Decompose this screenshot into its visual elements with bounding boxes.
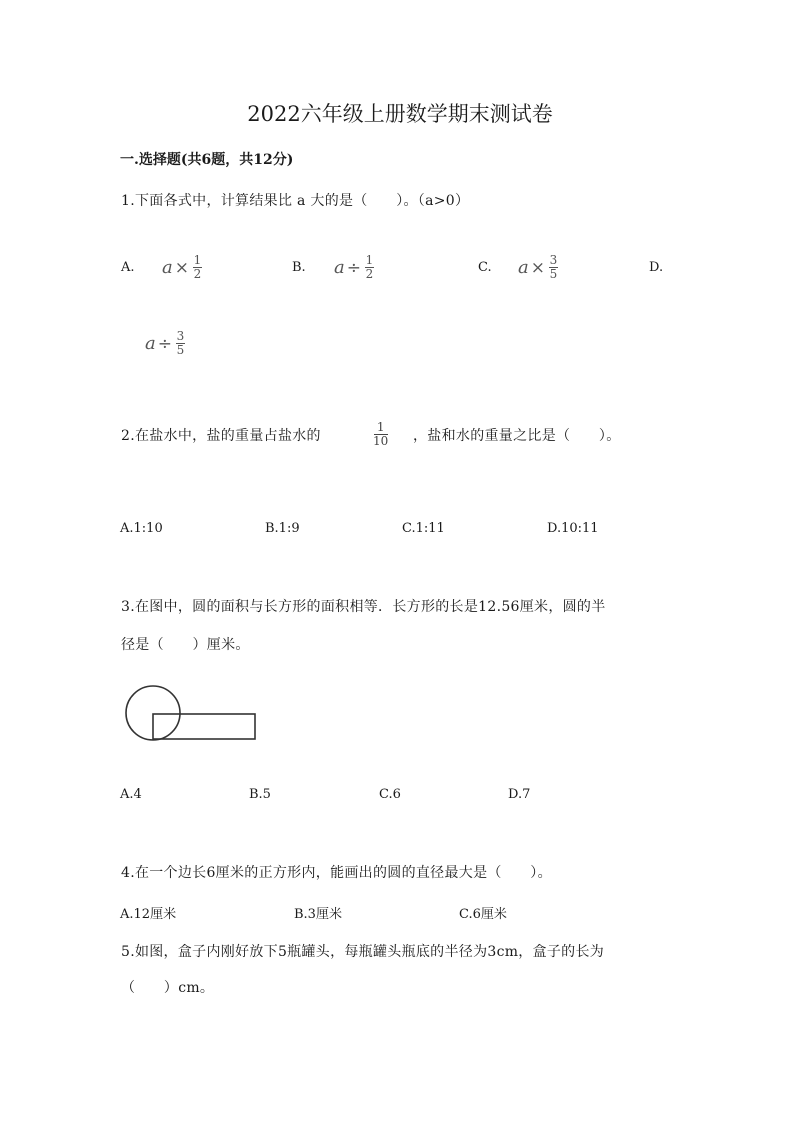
q3-option-d: D.7	[508, 787, 531, 802]
numerator: 1	[376, 420, 385, 434]
numerator: 3	[176, 329, 185, 343]
operator: ÷	[346, 257, 361, 278]
variable: a	[518, 257, 529, 278]
question-1-text: 1.下面各式中，计算结果比 a 大的是（ ）。（a>0）	[121, 193, 470, 209]
q1-option-b-expression	[334, 254, 374, 281]
q2-fraction	[373, 421, 388, 448]
q2-option-c: C.1:11	[402, 521, 445, 536]
fraction	[176, 330, 185, 357]
q4-option-b: B.3厘米	[294, 907, 342, 922]
question-5-line-1: 5.如图，盒子内刚好放下5瓶罐头，每瓶罐头瓶底的半径为3cm，盒子的长为	[121, 944, 605, 960]
q1-option-c-expression	[518, 254, 558, 281]
q3-option-b: B.5	[249, 787, 271, 802]
question-3-line-2: 径是（ ）厘米。	[121, 637, 250, 653]
q1-option-a-expression	[162, 254, 202, 281]
circle-rectangle-figure	[120, 683, 262, 745]
section-heading: 一.选择题(共6题，共12分)	[120, 152, 294, 168]
q2-option-b: B.1:9	[265, 521, 300, 536]
q1-option-a-letter: A.	[121, 260, 135, 275]
question-3-line-1: 3.在图中，圆的面积与长方形的面积相等．长方形的长是12.56厘米，圆的半	[121, 599, 606, 615]
operator: ÷	[157, 333, 172, 354]
question-5-line-2: （ ）cm。	[121, 980, 215, 996]
fraction	[365, 254, 374, 281]
denominator: 5	[549, 267, 558, 281]
operator: ×	[174, 257, 189, 278]
q1-option-c-letter: C.	[478, 260, 492, 275]
q2-option-d: D.10:11	[547, 521, 599, 536]
q3-option-a: A.4	[120, 787, 142, 802]
variable: a	[334, 257, 345, 278]
question-2-text-after: ，盐和水的重量之比是（ ）。	[413, 428, 621, 444]
q1-option-d-expression	[145, 330, 185, 357]
variable: a	[145, 333, 156, 354]
page-title: 2022六年级上册数学期末测试卷	[247, 102, 553, 126]
q1-option-b-letter: B.	[292, 260, 306, 275]
q1-option-d-letter: D.	[649, 260, 664, 275]
denominator: 10	[373, 434, 389, 448]
question-4-text: 4.在一个边长6厘米的正方形内，能画出的圆的直径最大是（ ）。	[121, 865, 552, 881]
q4-option-a: A.12厘米	[120, 907, 177, 922]
variable: a	[162, 257, 173, 278]
denominator: 2	[193, 267, 202, 281]
denominator: 5	[176, 343, 185, 357]
question-2-text-before: 2.在盐水中，盐的重量占盐水的	[121, 428, 321, 444]
q2-option-a: A.1:10	[120, 521, 163, 536]
fraction	[549, 254, 558, 281]
operator: ×	[530, 257, 545, 278]
fraction	[193, 254, 202, 281]
numerator: 1	[365, 253, 374, 267]
q4-option-c: C.6厘米	[459, 907, 507, 922]
denominator: 2	[365, 267, 374, 281]
numerator: 3	[549, 253, 558, 267]
q3-option-c: C.6	[379, 787, 401, 802]
numerator: 1	[193, 253, 202, 267]
